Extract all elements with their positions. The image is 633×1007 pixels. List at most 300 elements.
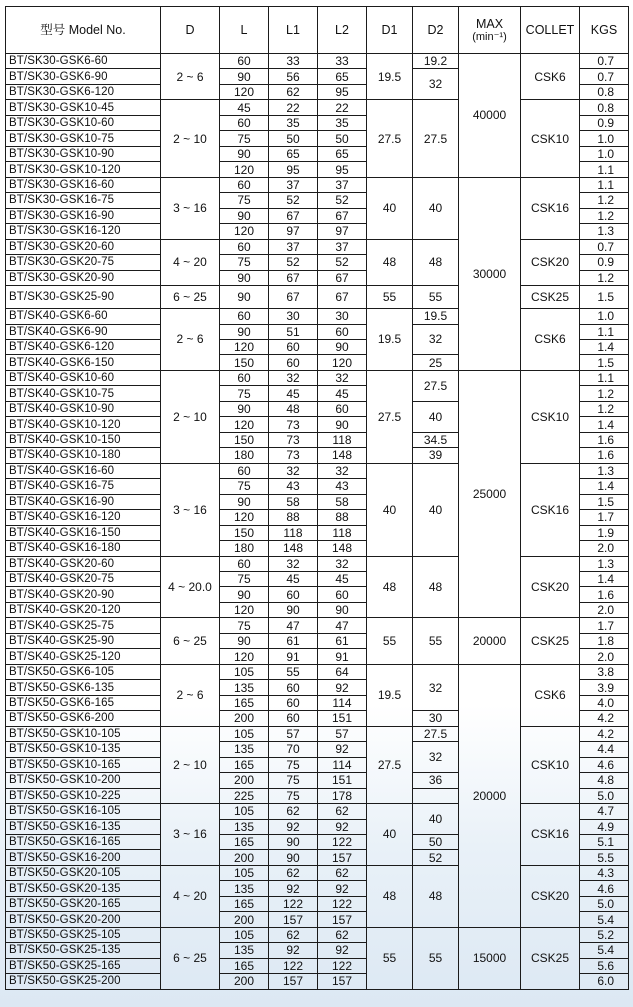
table-row <box>6 556 629 571</box>
cell-l1: 70 <box>269 742 318 757</box>
cell-l1: 60 <box>269 587 318 602</box>
cell-l: 120 <box>220 417 269 432</box>
cell-collet: CSK20 <box>521 865 580 927</box>
cell-model: BT/SK40-GSK16-120 <box>6 510 161 525</box>
cell-d1: 55 <box>367 286 413 309</box>
cell-l: 150 <box>220 432 269 447</box>
cell-l1: 30 <box>269 309 318 324</box>
cell-kgs: 1.9 <box>580 525 629 540</box>
cell-l: 90 <box>220 286 269 309</box>
cell-l1: 90 <box>269 602 318 617</box>
cell-collet: CSK20 <box>521 556 580 618</box>
cell-l1: 60 <box>269 711 318 726</box>
cell-kgs: 1.5 <box>580 286 629 309</box>
cell-l1: 45 <box>269 386 318 401</box>
cell-collet: CSK10 <box>521 370 580 463</box>
cell-model: BT/SK30-GSK16-75 <box>6 193 161 208</box>
cell-l: 200 <box>220 773 269 788</box>
cell-l: 105 <box>220 804 269 819</box>
cell-l: 165 <box>220 958 269 973</box>
cell-kgs: 1.4 <box>580 417 629 432</box>
cell-kgs: 4.4 <box>580 742 629 757</box>
cell-max: 15000 <box>459 927 521 989</box>
cell-collet: CSK20 <box>521 239 580 285</box>
cell-l1: 97 <box>269 224 318 239</box>
cell-l: 60 <box>220 370 269 385</box>
cell-model: BT/SK50-GSK10-225 <box>6 788 161 803</box>
cell-l1: 90 <box>269 850 318 865</box>
cell-kgs: 4.6 <box>580 881 629 896</box>
cell-d: 4 ~ 20 <box>161 865 220 927</box>
cell-l2: 67 <box>318 270 367 285</box>
cell-l2: 50 <box>318 131 367 146</box>
cell-l: 90 <box>220 208 269 223</box>
header-d1: D1 <box>367 7 413 54</box>
cell-d1: 48 <box>367 865 413 927</box>
cell-collet: CSK6 <box>521 309 580 371</box>
cell-d1: 27.5 <box>367 726 413 803</box>
cell-d2: 48 <box>413 239 459 285</box>
cell-kgs: 0.7 <box>580 239 629 254</box>
cell-l: 105 <box>220 664 269 679</box>
cell-l1: 95 <box>269 162 318 177</box>
cell-model: BT/SK50-GSK16-105 <box>6 804 161 819</box>
cell-model: BT/SK40-GSK20-75 <box>6 572 161 587</box>
cell-d1: 40 <box>367 463 413 556</box>
header-collet: COLLET <box>521 7 580 54</box>
cell-l2: 35 <box>318 115 367 130</box>
cell-d2: 32 <box>413 664 459 710</box>
cell-l: 75 <box>220 255 269 270</box>
cell-l: 135 <box>220 819 269 834</box>
cell-model: BT/SK50-GSK20-105 <box>6 865 161 880</box>
cell-l: 120 <box>220 510 269 525</box>
cell-l2: 45 <box>318 572 367 587</box>
cell-kgs: 4.7 <box>580 804 629 819</box>
cell-l1: 122 <box>269 958 318 973</box>
cell-d1: 27.5 <box>367 100 413 177</box>
cell-d2: 19.5 <box>413 309 459 324</box>
cell-d1: 40 <box>367 177 413 239</box>
cell-kgs: 1.2 <box>580 270 629 285</box>
cell-collet: CSK25 <box>521 618 580 664</box>
cell-kgs: 4.9 <box>580 819 629 834</box>
cell-l2: 52 <box>318 193 367 208</box>
cell-d: 2 ~ 6 <box>161 309 220 371</box>
cell-l: 90 <box>220 633 269 648</box>
cell-l1: 92 <box>269 943 318 958</box>
cell-d1: 19.5 <box>367 664 413 726</box>
cell-l2: 62 <box>318 804 367 819</box>
cell-model: BT/SK50-GSK25-105 <box>6 927 161 942</box>
cell-model: BT/SK30-GSK10-120 <box>6 162 161 177</box>
cell-kgs: 1.3 <box>580 224 629 239</box>
cell-d2: 55 <box>413 286 459 309</box>
cell-l2: 60 <box>318 587 367 602</box>
cell-d1: 55 <box>367 618 413 664</box>
cell-l1: 51 <box>269 324 318 339</box>
header-l2: L2 <box>318 7 367 54</box>
cell-kgs: 1.0 <box>580 131 629 146</box>
cell-model: BT/SK40-GSK20-120 <box>6 602 161 617</box>
cell-kgs: 0.8 <box>580 100 629 115</box>
cell-kgs: 1.4 <box>580 339 629 354</box>
cell-l2: 120 <box>318 355 367 370</box>
cell-l: 105 <box>220 927 269 942</box>
cell-l1: 60 <box>269 695 318 710</box>
cell-l2: 90 <box>318 417 367 432</box>
cell-kgs: 1.1 <box>580 370 629 385</box>
cell-l: 60 <box>220 239 269 254</box>
cell-l2: 90 <box>318 602 367 617</box>
cell-l: 90 <box>220 69 269 84</box>
cell-l2: 52 <box>318 255 367 270</box>
cell-model: BT/SK50-GSK16-165 <box>6 834 161 849</box>
cell-l1: 33 <box>269 54 318 69</box>
cell-l: 105 <box>220 865 269 880</box>
cell-model: BT/SK40-GSK6-90 <box>6 324 161 339</box>
cell-d2: 32 <box>413 69 459 100</box>
cell-l1: 60 <box>269 680 318 695</box>
cell-d2: 19.2 <box>413 54 459 69</box>
header-d2: D2 <box>413 7 459 54</box>
cell-l2: 88 <box>318 510 367 525</box>
cell-d2: 40 <box>413 804 459 835</box>
cell-collet: CSK10 <box>521 100 580 177</box>
cell-d2: 27.5 <box>413 370 459 401</box>
cell-l: 75 <box>220 386 269 401</box>
cell-kgs: 1.3 <box>580 463 629 478</box>
cell-l: 165 <box>220 834 269 849</box>
cell-kgs: 0.9 <box>580 115 629 130</box>
cell-l2: 148 <box>318 448 367 463</box>
cell-l2: 32 <box>318 370 367 385</box>
cell-d2: 55 <box>413 927 459 989</box>
cell-l: 75 <box>220 131 269 146</box>
cell-d: 3 ~ 16 <box>161 177 220 239</box>
cell-l2: 151 <box>318 711 367 726</box>
table-row <box>6 463 629 478</box>
cell-l1: 35 <box>269 115 318 130</box>
cell-model: BT/SK40-GSK25-120 <box>6 649 161 664</box>
cell-kgs: 1.6 <box>580 448 629 463</box>
cell-l1: 32 <box>269 556 318 571</box>
cell-d1: 19.5 <box>367 309 413 371</box>
cell-model: BT/SK50-GSK10-165 <box>6 757 161 772</box>
cell-model: BT/SK50-GSK6-200 <box>6 711 161 726</box>
cell-l: 180 <box>220 448 269 463</box>
cell-l: 165 <box>220 896 269 911</box>
cell-l: 120 <box>220 602 269 617</box>
cell-l: 135 <box>220 680 269 695</box>
table-row <box>6 804 629 819</box>
cell-kgs: 5.4 <box>580 912 629 927</box>
cell-l: 90 <box>220 270 269 285</box>
cell-d1: 55 <box>367 927 413 989</box>
cell-model: BT/SK50-GSK25-165 <box>6 958 161 973</box>
cell-l2: 60 <box>318 324 367 339</box>
cell-l1: 55 <box>269 664 318 679</box>
cell-l1: 75 <box>269 788 318 803</box>
cell-kgs: 5.2 <box>580 927 629 942</box>
cell-l1: 37 <box>269 177 318 192</box>
cell-l: 120 <box>220 339 269 354</box>
cell-l: 150 <box>220 525 269 540</box>
cell-d2: 40 <box>413 463 459 556</box>
cell-model: BT/SK30-GSK16-120 <box>6 224 161 239</box>
cell-model: BT/SK50-GSK16-135 <box>6 819 161 834</box>
cell-kgs: 1.1 <box>580 324 629 339</box>
cell-model: BT/SK40-GSK20-60 <box>6 556 161 571</box>
cell-kgs: 1.1 <box>580 177 629 192</box>
cell-l: 135 <box>220 943 269 958</box>
table-row <box>6 177 629 192</box>
table-row <box>6 286 629 309</box>
cell-max: 30000 <box>459 177 521 370</box>
cell-model: BT/SK50-GSK20-135 <box>6 881 161 896</box>
cell-d: 6 ~ 25 <box>161 286 220 309</box>
cell-l1: 67 <box>269 208 318 223</box>
cell-kgs: 6.0 <box>580 974 629 989</box>
cell-d: 6 ~ 25 <box>161 618 220 664</box>
cell-d: 6 ~ 25 <box>161 927 220 989</box>
cell-model: BT/SK30-GSK6-90 <box>6 69 161 84</box>
header-l1: L1 <box>269 7 318 54</box>
cell-model: BT/SK50-GSK6-105 <box>6 664 161 679</box>
cell-model: BT/SK50-GSK20-165 <box>6 896 161 911</box>
cell-collet: CSK10 <box>521 726 580 803</box>
cell-model: BT/SK50-GSK10-200 <box>6 773 161 788</box>
cell-kgs: 1.2 <box>580 208 629 223</box>
cell-model: BT/SK30-GSK16-90 <box>6 208 161 223</box>
cell-d1: 19.5 <box>367 54 413 100</box>
cell-model: BT/SK40-GSK10-180 <box>6 448 161 463</box>
cell-kgs: 4.8 <box>580 773 629 788</box>
cell-l2: 45 <box>318 386 367 401</box>
cell-l2: 97 <box>318 224 367 239</box>
cell-d2: 36 <box>413 773 459 788</box>
cell-l: 90 <box>220 494 269 509</box>
cell-l2: 65 <box>318 146 367 161</box>
cell-l: 200 <box>220 912 269 927</box>
cell-model: BT/SK40-GSK10-120 <box>6 417 161 432</box>
cell-model: BT/SK40-GSK10-90 <box>6 401 161 416</box>
cell-l1: 22 <box>269 100 318 115</box>
cell-d2: 48 <box>413 556 459 618</box>
cell-l2: 65 <box>318 69 367 84</box>
cell-l1: 73 <box>269 417 318 432</box>
cell-l2: 30 <box>318 309 367 324</box>
cell-l1: 61 <box>269 633 318 648</box>
header-row <box>6 7 629 54</box>
cell-l1: 92 <box>269 881 318 896</box>
cell-l1: 148 <box>269 541 318 556</box>
cell-l: 105 <box>220 726 269 741</box>
cell-kgs: 4.2 <box>580 711 629 726</box>
cell-model: BT/SK50-GSK20-200 <box>6 912 161 927</box>
header-max <box>459 7 521 54</box>
cell-model: BT/SK30-GSK20-75 <box>6 255 161 270</box>
cell-d2 <box>413 788 459 803</box>
cell-d: 2 ~ 10 <box>161 100 220 177</box>
cell-model: BT/SK30-GSK10-60 <box>6 115 161 130</box>
cell-l1: 62 <box>269 804 318 819</box>
cell-model: BT/SK50-GSK10-105 <box>6 726 161 741</box>
cell-l: 75 <box>220 193 269 208</box>
cell-l1: 157 <box>269 974 318 989</box>
cell-l1: 88 <box>269 510 318 525</box>
cell-l1: 67 <box>269 270 318 285</box>
cell-model: BT/SK30-GSK20-60 <box>6 239 161 254</box>
cell-kgs: 1.8 <box>580 633 629 648</box>
cell-model: BT/SK40-GSK16-75 <box>6 479 161 494</box>
cell-l2: 114 <box>318 695 367 710</box>
cell-l2: 114 <box>318 757 367 772</box>
cell-model: BT/SK40-GSK10-60 <box>6 370 161 385</box>
cell-l: 165 <box>220 757 269 772</box>
cell-d: 3 ~ 16 <box>161 804 220 866</box>
cell-kgs: 1.5 <box>580 494 629 509</box>
cell-l1: 32 <box>269 463 318 478</box>
cell-model: BT/SK30-GSK10-75 <box>6 131 161 146</box>
cell-kgs: 5.0 <box>580 788 629 803</box>
cell-l2: 43 <box>318 479 367 494</box>
cell-l1: 91 <box>269 649 318 664</box>
cell-l2: 33 <box>318 54 367 69</box>
cell-model: BT/SK40-GSK6-120 <box>6 339 161 354</box>
cell-kgs: 1.7 <box>580 510 629 525</box>
cell-l2: 92 <box>318 742 367 757</box>
cell-model: BT/SK30-GSK10-90 <box>6 146 161 161</box>
cell-kgs: 1.2 <box>580 386 629 401</box>
cell-kgs: 2.0 <box>580 649 629 664</box>
cell-l: 120 <box>220 162 269 177</box>
cell-l2: 57 <box>318 726 367 741</box>
cell-collet: CSK6 <box>521 664 580 726</box>
cell-d: 3 ~ 16 <box>161 463 220 556</box>
cell-d2: 34.5 <box>413 432 459 447</box>
cell-model: BT/SK40-GSK6-60 <box>6 309 161 324</box>
cell-l: 60 <box>220 115 269 130</box>
cell-l1: 60 <box>269 355 318 370</box>
cell-d1: 40 <box>367 804 413 866</box>
cell-l1: 62 <box>269 927 318 942</box>
cell-d2: 27.5 <box>413 726 459 741</box>
header-model: 型号 Model No. <box>6 7 161 54</box>
cell-l1: 43 <box>269 479 318 494</box>
cell-d2: 52 <box>413 850 459 865</box>
cell-l2: 67 <box>318 208 367 223</box>
cell-l: 165 <box>220 695 269 710</box>
cell-l: 120 <box>220 84 269 99</box>
cell-l: 200 <box>220 974 269 989</box>
cell-l1: 122 <box>269 896 318 911</box>
cell-kgs: 5.1 <box>580 834 629 849</box>
cell-l1: 57 <box>269 726 318 741</box>
cell-l2: 118 <box>318 432 367 447</box>
cell-collet: CSK16 <box>521 804 580 866</box>
cell-d: 2 ~ 10 <box>161 370 220 463</box>
cell-model: BT/SK40-GSK16-90 <box>6 494 161 509</box>
cell-l1: 73 <box>269 448 318 463</box>
cell-kgs: 5.5 <box>580 850 629 865</box>
table-row <box>6 54 629 69</box>
cell-l: 60 <box>220 309 269 324</box>
cell-l1: 65 <box>269 146 318 161</box>
cell-kgs: 4.0 <box>580 695 629 710</box>
cell-l1: 62 <box>269 84 318 99</box>
cell-l1: 52 <box>269 255 318 270</box>
table-row <box>6 370 629 385</box>
header-d: D <box>161 7 220 54</box>
cell-l: 75 <box>220 572 269 587</box>
cell-l: 90 <box>220 146 269 161</box>
cell-kgs: 1.7 <box>580 618 629 633</box>
cell-l: 60 <box>220 463 269 478</box>
cell-l: 180 <box>220 541 269 556</box>
cell-l2: 37 <box>318 177 367 192</box>
cell-d2: 32 <box>413 742 459 773</box>
table-row <box>6 239 629 254</box>
cell-l1: 32 <box>269 370 318 385</box>
cell-l2: 95 <box>318 162 367 177</box>
table-row <box>6 726 629 741</box>
cell-l: 75 <box>220 479 269 494</box>
cell-d: 2 ~ 6 <box>161 54 220 100</box>
header-max-label: MAX <box>475 16 504 31</box>
cell-l2: 148 <box>318 541 367 556</box>
cell-collet: CSK25 <box>521 286 580 309</box>
cell-l1: 92 <box>269 819 318 834</box>
cell-l: 75 <box>220 618 269 633</box>
header-kgs: KGS <box>580 7 629 54</box>
cell-model: BT/SK40-GSK25-75 <box>6 618 161 633</box>
cell-kgs: 1.6 <box>580 432 629 447</box>
cell-model: BT/SK50-GSK6-165 <box>6 695 161 710</box>
cell-collet: CSK16 <box>521 177 580 239</box>
cell-max: 20000 <box>459 664 521 927</box>
cell-l: 45 <box>220 100 269 115</box>
cell-model: BT/SK30-GSK20-90 <box>6 270 161 285</box>
cell-model: BT/SK40-GSK6-150 <box>6 355 161 370</box>
cell-max: 25000 <box>459 370 521 618</box>
cell-l2: 122 <box>318 834 367 849</box>
cell-collet: CSK6 <box>521 54 580 100</box>
cell-model: BT/SK40-GSK10-75 <box>6 386 161 401</box>
cell-l2: 122 <box>318 958 367 973</box>
cell-kgs: 2.0 <box>580 602 629 617</box>
cell-l2: 92 <box>318 819 367 834</box>
cell-l1: 60 <box>269 339 318 354</box>
cell-kgs: 1.2 <box>580 193 629 208</box>
cell-l2: 92 <box>318 943 367 958</box>
cell-l1: 73 <box>269 432 318 447</box>
header-l: L <box>220 7 269 54</box>
cell-l2: 90 <box>318 339 367 354</box>
cell-l2: 32 <box>318 463 367 478</box>
cell-l: 60 <box>220 54 269 69</box>
cell-model: BT/SK40-GSK16-60 <box>6 463 161 478</box>
cell-d2: 40 <box>413 401 459 432</box>
table-row <box>6 865 629 880</box>
cell-model: BT/SK40-GSK20-90 <box>6 587 161 602</box>
cell-l2: 62 <box>318 927 367 942</box>
cell-l1: 45 <box>269 572 318 587</box>
cell-kgs: 4.6 <box>580 757 629 772</box>
cell-d1: 48 <box>367 556 413 618</box>
cell-l: 225 <box>220 788 269 803</box>
cell-l2: 92 <box>318 881 367 896</box>
